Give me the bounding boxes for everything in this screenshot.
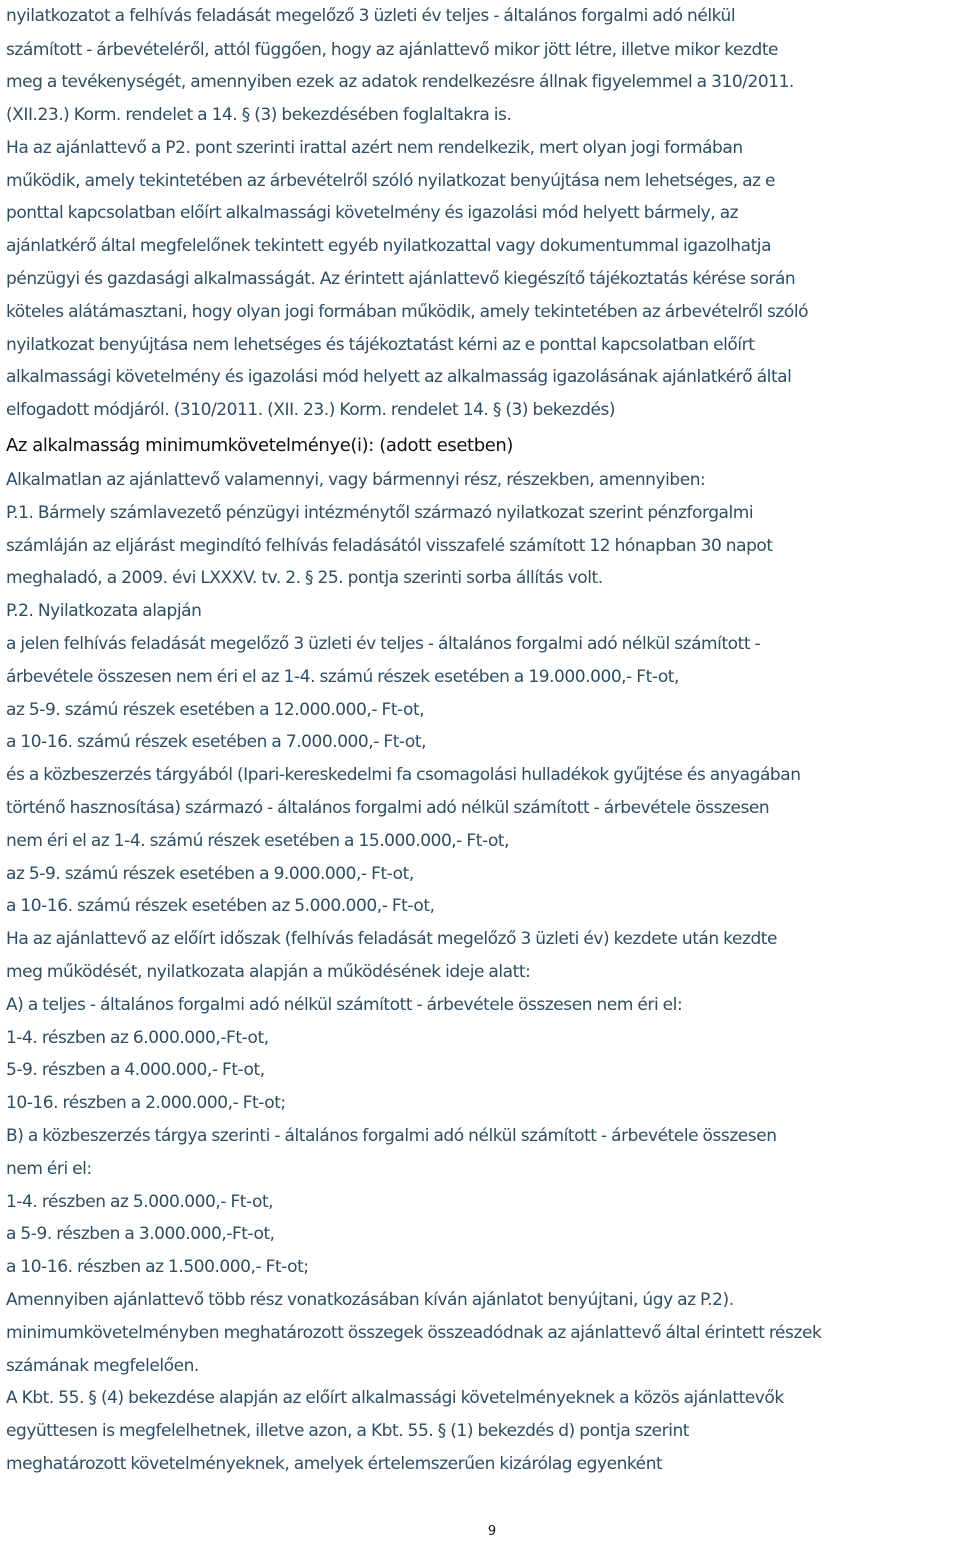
- body-text-after-heading: [6, 464, 958, 1481]
- text-line: ponttal kapcsolatban előírt alkalmassági követelmény és igazolási mód helyett bármely, az: [6, 203, 739, 224]
- text-line: meg a tevékenységét, amennyiben ezek az adatok rendelkezésre állnak figyelemmel a 310/2011.: [6, 72, 794, 93]
- text-line: számának megfelelően.: [6, 1355, 199, 1376]
- page-number: 9: [487, 1524, 497, 1539]
- text-line: Alkalmatlan az ajánlattevő valamennyi, vagy bármennyi rész, részekben, amennyiben:: [6, 470, 706, 491]
- text-line: a 10-16. számú részek esetében a 7.000.000,- Ft-ot,: [6, 732, 427, 753]
- text-line: P.2. Nyilatkozata alapján: [6, 601, 202, 622]
- body-text-before-heading: [6, 0, 958, 427]
- text-line: B) a közbeszerzés tárgya szerinti - általános forgalmi adó nélkül számított - árbevétele összesen: [6, 1126, 777, 1146]
- text-line: a 10-16. részben az 1.500.000,- Ft-ot;: [6, 1257, 309, 1278]
- text-line: Ha az ajánlattevő az előírt időszak (felhívás feladását megelőző 3 üzleti év) kezdete után kezdte: [6, 929, 778, 950]
- text-line: 5-9. részben a 4.000.000,- Ft-ot,: [6, 1060, 265, 1081]
- text-line: A) a teljes - általános forgalmi adó nélkül számított - árbevétele összesen nem éri el:: [6, 994, 683, 1015]
- text-line: 10-16. részben a 2.000.000,- Ft-ot;: [6, 1093, 286, 1114]
- text-line: együttesen is megfelelhetnek, illetve azon, a Kbt. 55. § (1) bekezdés d) pontja szerint: [6, 1421, 690, 1442]
- text-line: alkalmassági követelmény és igazolási mód helyett az alkalmasság igazolásának ajánlatkérő által: [6, 367, 792, 388]
- document-page: [6, 0, 958, 1481]
- text-line: nyilatkozat benyújtása nem lehetséges és tájékoztatást kérni az e ponttal kapcsolatban előírt: [6, 334, 755, 355]
- text-line: Ha az ajánlattevő a P2. pont szerinti irattal azért nem rendelkezik, mert olyan jogi formában: [6, 137, 743, 158]
- text-line: meghatározott követelményeknek, amelyek értelemszerűen kizárólag egyenként: [6, 1453, 663, 1474]
- text-line: a 10-16. számú részek esetében az 5.000.000,- Ft-ot,: [6, 896, 435, 917]
- text-line: ajánlatkérő által megfelelőnek tekintett egyéb nyilatkozattal vagy dokumentummal igazolhatja: [6, 236, 772, 257]
- text-line: A Kbt. 55. § (4) bekezdése alapján az előírt alkalmassági követelményeknek a közös ajánlattevők: [6, 1388, 784, 1409]
- text-line: nem éri el:: [6, 1158, 92, 1179]
- text-line: a 5-9. részben a 3.000.000,-Ft-ot,: [6, 1224, 275, 1245]
- text-line: nem éri el az 1-4. számú részek esetében a 15.000.000,- Ft-ot,: [6, 830, 510, 851]
- text-line: meghaladó, a 2009. évi LXXXV. tv. 2. § 25. pontja szerinti sorba állítás volt.: [6, 568, 603, 589]
- text-line: elfogadott módjáról. (310/2011. (XII. 23.) Korm. rendelet 14. § (3) bekezdés): [6, 400, 616, 421]
- text-line: minimumkövetelményben meghatározott összegek összeadódnak az ajánlattevő által érintett részek: [6, 1322, 822, 1343]
- text-line: számláján az eljárást megindító felhívás feladásától visszafelé számított 12 hónapban 30 napot: [6, 535, 773, 556]
- text-line: az 5-9. számú részek esetében a 9.000.000,- Ft-ot,: [6, 863, 414, 884]
- text-line: (XII.23.) Korm. rendelet a 14. § (3) bekezdésében foglaltakra is.: [6, 105, 512, 126]
- text-line: 1-4. részben az 5.000.000,- Ft-ot,: [6, 1191, 274, 1212]
- text-line: nyilatkozatot a felhívás feladását megelőző 3 üzleti év teljes - általános forgalmi adó nélkül: [6, 6, 736, 26]
- text-line: Amennyiben ajánlattevő több rész vonatkozásában kíván ajánlatot benyújtani, úgy az P.2).: [6, 1289, 734, 1310]
- text-line: számított - árbevételéről, attól függően, hogy az ajánlattevő mikor jött létre, illetve mikor kezdte: [6, 39, 779, 60]
- text-line: köteles alátámasztani, hogy olyan jogi formában működik, amely tekintetében az árbevételről szóló: [6, 301, 809, 322]
- text-line: árbevétele összesen nem éri el az 1-4. számú részek esetében a 19.000.000,- Ft-ot,: [6, 666, 679, 687]
- text-line: P.1. Bármely számlavezető pénzügyi intézménytől származó nyilatkozat szerint pénzforgalmi: [6, 502, 754, 523]
- text-line: történő hasznosítása) származó - általános forgalmi adó nélkül számított - árbevétele összesen: [6, 798, 770, 819]
- text-line: az 5-9. számú részek esetében a 12.000.000,- Ft-ot,: [6, 699, 425, 720]
- text-line: és a közbeszerzés tárgyából (Ipari-kereskedelmi fa csomagolási hulladékok gyűjtése és anyagában: [6, 765, 801, 786]
- text-line: 1-4. részben az 6.000.000,-Ft-ot,: [6, 1027, 269, 1048]
- text-line: meg működését, nyilatkozata alapján a működésének ideje alatt:: [6, 962, 531, 983]
- text-line: működik, amely tekintetében az árbevételről szóló nyilatkozat benyújtása nem lehetséges, az e: [6, 170, 776, 191]
- section-heading: Az alkalmasság minimumkövetelménye(i): (adott esetben): [6, 435, 514, 457]
- text-line: a jelen felhívás feladását megelőző 3 üzleti év teljes - általános forgalmi adó nélkül számított -: [6, 634, 761, 655]
- text-line: pénzügyi és gazdasági alkalmasságát. Az érintett ajánlattevő kiegészítő tájékoztatás kérése során: [6, 269, 796, 290]
